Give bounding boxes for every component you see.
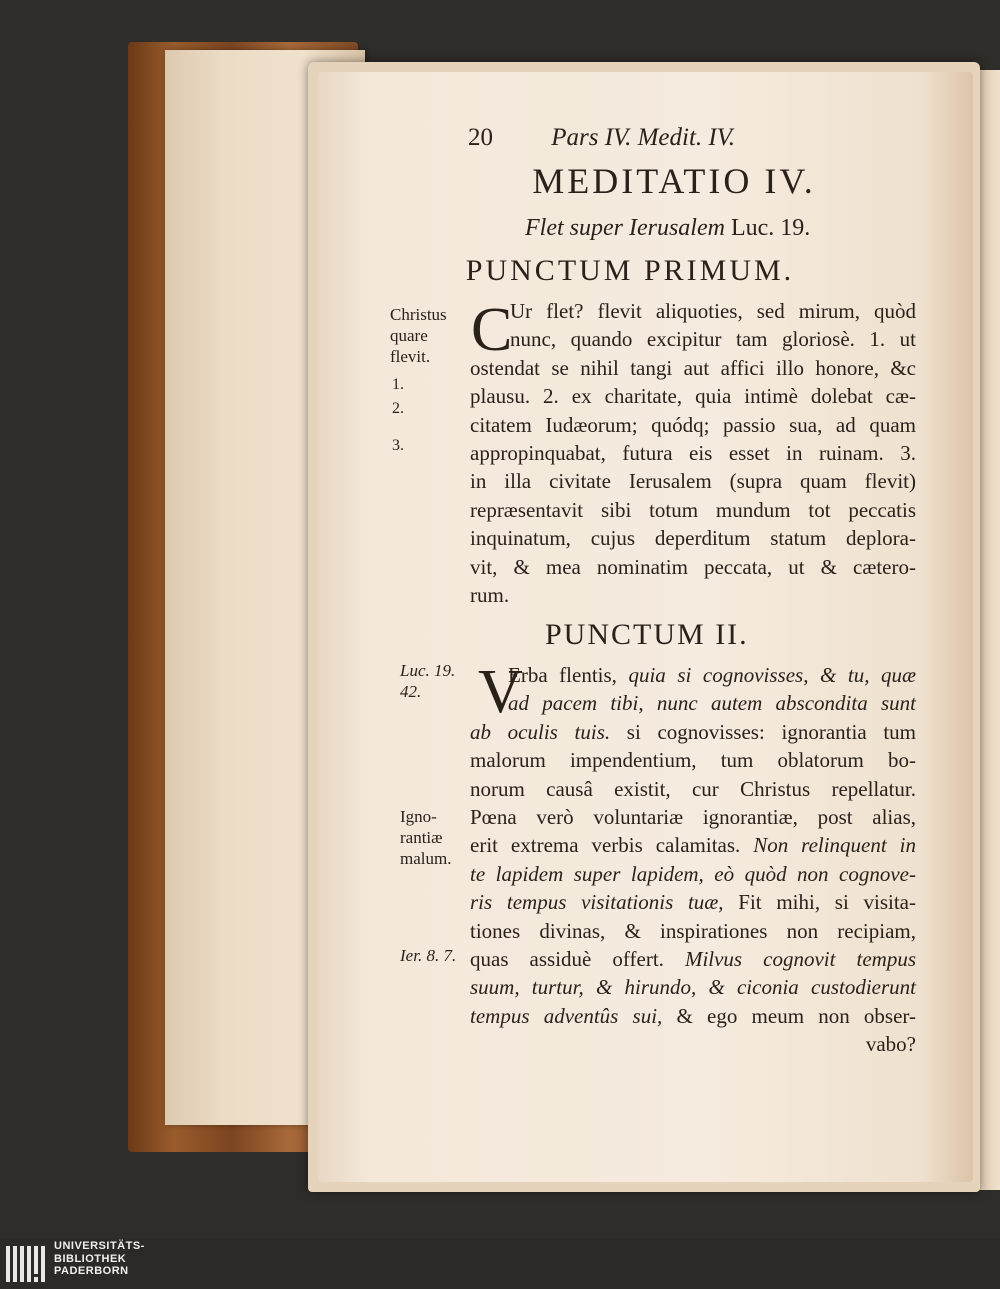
library-logo-icon: [6, 1246, 48, 1282]
margin-ref-ier: Ier. 8. 7.: [400, 946, 457, 965]
subtitle-reference: Luc. 19.: [730, 215, 811, 241]
text-line: erit extrema verbis calamitas. Non relinquent in: [470, 833, 916, 858]
text-line: suum, turtur, & hirundo, & ciconia custodierunt: [470, 975, 916, 1000]
text-line: te lapidem super lapidem, eò quòd non cognove-: [470, 861, 916, 886]
text-line: tiones divinas, & inspirationes non recipiam,: [470, 918, 916, 943]
text-line: in illa civitate Ierusalem (supra quam flevit): [470, 469, 916, 494]
margin-line: malum.: [400, 849, 452, 868]
text-line: repræsentavit sibi totum mundum tot peccatis: [470, 497, 916, 522]
margin-line: flevit.: [390, 347, 431, 366]
logo-line: PADERBORN: [54, 1265, 129, 1277]
text-line: nunc, quando excipitur tam gloriosè. 1. ut: [510, 327, 916, 352]
drop-cap-c: C: [471, 296, 513, 364]
page-number: 20: [468, 124, 493, 151]
text-line: rum.: [470, 583, 510, 608]
margin-ref-luc: [400, 660, 455, 702]
text-line: Pœna verò voluntariæ ignorantiæ, post alias,: [470, 805, 916, 830]
margin-note-ignorantiae: [400, 806, 451, 869]
text-line: malorum impendentium, tum oblatorum bo-: [470, 748, 916, 773]
subtitle-italic: Flet super Ierusalem: [525, 215, 725, 241]
running-head-title: Pars IV. Medit. IV.: [551, 124, 736, 151]
margin-line: Luc. 19.: [400, 661, 456, 680]
running-header: [468, 124, 735, 152]
text-line: inquinatum, cujus deperditum statum deplora-: [470, 526, 916, 551]
text-line: norum causâ existit, cur Christus repellatur.: [470, 776, 916, 801]
margin-number-1: 1.: [392, 376, 404, 393]
logo-line: UNIVERSITÄTS-: [54, 1240, 145, 1252]
text-line: appropinquabat, futura eis esset in ruinam. 3.: [470, 441, 916, 466]
text-line: vabo?: [865, 1032, 916, 1057]
text-line: Erba flentis, quia si cognovisses, & tu, quæ: [508, 663, 916, 687]
text-line: Ur flet? flevit aliquoties, sed mirum, quòd: [510, 299, 916, 323]
section-heading-1: PUNCTUM PRIMUM.: [465, 254, 795, 287]
margin-line: Igno-: [400, 807, 437, 826]
logo-line: BIBLIOTHEK: [54, 1252, 127, 1265]
text-line: citatem Iudæorum; quódq; passio sua, ad quam: [470, 412, 916, 437]
text-line: ostendat se nihil tangi aut affici illo honore, &c: [470, 355, 916, 380]
margin-note-christus: [390, 304, 447, 367]
section-heading-2: PUNCTUM II.: [545, 618, 749, 651]
text-line: tempus adventûs sui, & ego meum non obser-: [470, 1003, 916, 1028]
margin-number-3: 3.: [392, 437, 404, 454]
text-line: quas assiduè offert. Milvus cognovit tempus: [470, 947, 916, 972]
text-line: ris tempus visitationis tuæ, Fit mihi, si visita-: [470, 890, 916, 915]
meditation-title: MEDITATIO IV.: [532, 161, 816, 201]
margin-line: rantiæ: [400, 828, 443, 847]
text-line: plausu. 2. ex charitate, quia intimè dolebat cæ-: [470, 384, 916, 409]
drop-cap-v: V: [478, 658, 523, 726]
section2-body: [470, 658, 916, 1059]
margin-line: quare: [390, 326, 428, 345]
footer-bar: [0, 1238, 1000, 1289]
margin-number-2: 2.: [392, 400, 404, 417]
section1-body: [470, 297, 916, 609]
text-line: ad pacem tibi, nunc autem abscondita sunt: [508, 691, 916, 716]
library-logo-text: [54, 1240, 145, 1278]
text-line: vit, & mea nominatim peccata, ut & cætero-: [470, 554, 916, 579]
margin-line: 42.: [400, 682, 422, 701]
meditation-subtitle: [525, 215, 810, 242]
margin-line: Christus: [390, 305, 447, 324]
text-line: ab oculis tuis. si cognovisses: ignorantia tum: [470, 719, 916, 744]
